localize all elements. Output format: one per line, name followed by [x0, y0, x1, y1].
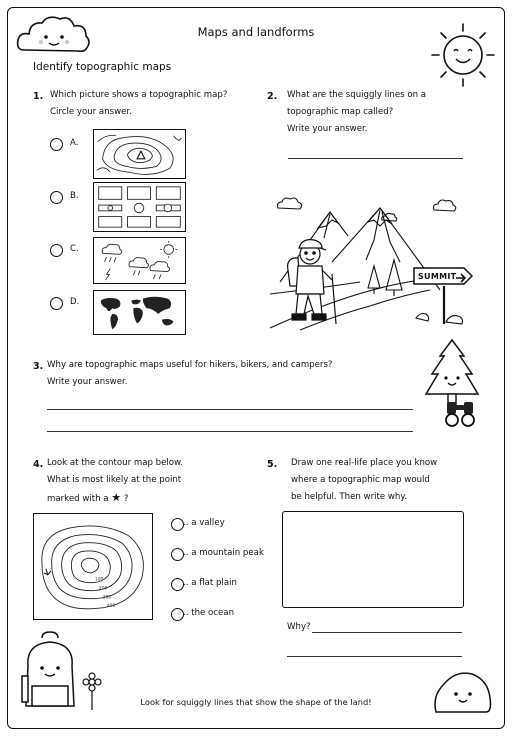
hiker-mountain-scene — [270, 190, 490, 330]
why-answer-line-2[interactable] — [287, 656, 462, 657]
weather-map-picture[interactable] — [93, 237, 186, 284]
world-map-picture[interactable] — [93, 290, 186, 335]
question-5-text — [291, 455, 437, 506]
question-3-line: Why are topographic maps useful for hikers, bikers, and campers? — [47, 360, 333, 370]
question-5-number: 5. — [267, 459, 278, 470]
question-4-line: Look at the contour map below. — [47, 458, 184, 468]
svg-text:100: 100 — [94, 577, 104, 583]
option-b-label: B. — [70, 191, 79, 201]
option-c-label: C. — [70, 244, 79, 254]
question-5-line: Draw one real-life place you know — [291, 458, 438, 468]
svg-text:400: 400 — [106, 604, 116, 610]
choice-mountain-peak-label: .. a mountain peak — [183, 548, 264, 558]
option-a-label: A. — [70, 138, 79, 148]
footer-tip: Look for squiggly lines that show the shape of the land! — [140, 697, 372, 707]
question-2-line: topographic map called? — [287, 107, 394, 117]
arrow-right-icon — [456, 273, 468, 283]
option-a-radio[interactable] — [50, 138, 63, 151]
question-5-line: be helpful. Then write why. — [291, 492, 407, 502]
page-title: Maps and landforms — [197, 25, 315, 39]
question-4-line: What is most likely at the point — [47, 475, 182, 485]
choice-flat-plain-label: .. a flat plain — [183, 578, 237, 588]
binoculars-icon — [444, 400, 476, 428]
option-d-label: D. — [70, 297, 80, 307]
choice-ocean-label: .. the ocean — [183, 608, 235, 618]
question-3-line: Write your answer. — [47, 377, 128, 387]
star-icon: ★ — [111, 491, 122, 504]
option-d-radio[interactable] — [50, 297, 63, 310]
option-b[interactable] — [50, 189, 63, 208]
question-2-line: What are the squiggly lines on a — [287, 90, 427, 100]
question-3-answer-line-1[interactable] — [47, 409, 413, 410]
question-4-number: 4. — [33, 459, 44, 470]
summit-sign-text: SUMMIT — [418, 272, 457, 281]
option-b-radio[interactable] — [50, 191, 63, 204]
option-c[interactable] — [50, 242, 63, 261]
smiling-rock-icon — [430, 666, 494, 716]
drawing-box[interactable] — [282, 511, 464, 608]
question-4-text — [47, 455, 183, 508]
question-3-answer-line-2[interactable] — [47, 431, 413, 432]
contour-map-picture — [33, 513, 153, 620]
question-2-text — [287, 87, 426, 138]
why-answer-line-1[interactable] — [312, 632, 462, 633]
topographic-map-picture[interactable] — [93, 129, 186, 179]
question-1-text — [50, 87, 227, 121]
svg-text:300: 300 — [102, 595, 112, 601]
choice-valley-label: .. a valley — [183, 518, 225, 528]
svg-text:200: 200 — [98, 586, 108, 592]
question-2-number: 2. — [267, 91, 278, 102]
option-a[interactable] — [50, 136, 63, 155]
option-d[interactable] — [50, 295, 63, 314]
why-label: Why? — [287, 622, 311, 632]
question-2-line: Write your answer. — [287, 124, 368, 134]
option-c-radio[interactable] — [50, 244, 63, 257]
question-4-line: marked with a ★ ? — [47, 491, 129, 504]
page-subtitle: Identify topographic maps — [33, 61, 172, 73]
question-3-text — [47, 357, 333, 391]
question-1-line: Which picture shows a topographic map? — [50, 90, 228, 100]
street-grid-map-picture[interactable] — [93, 182, 186, 232]
question-3-number: 3. — [33, 361, 44, 372]
question-2-answer-line[interactable] — [288, 158, 463, 159]
question-1-line: Circle your answer. — [50, 107, 132, 117]
question-5-line: where a topographic map would — [291, 475, 430, 485]
question-1-number: 1. — [33, 91, 44, 102]
